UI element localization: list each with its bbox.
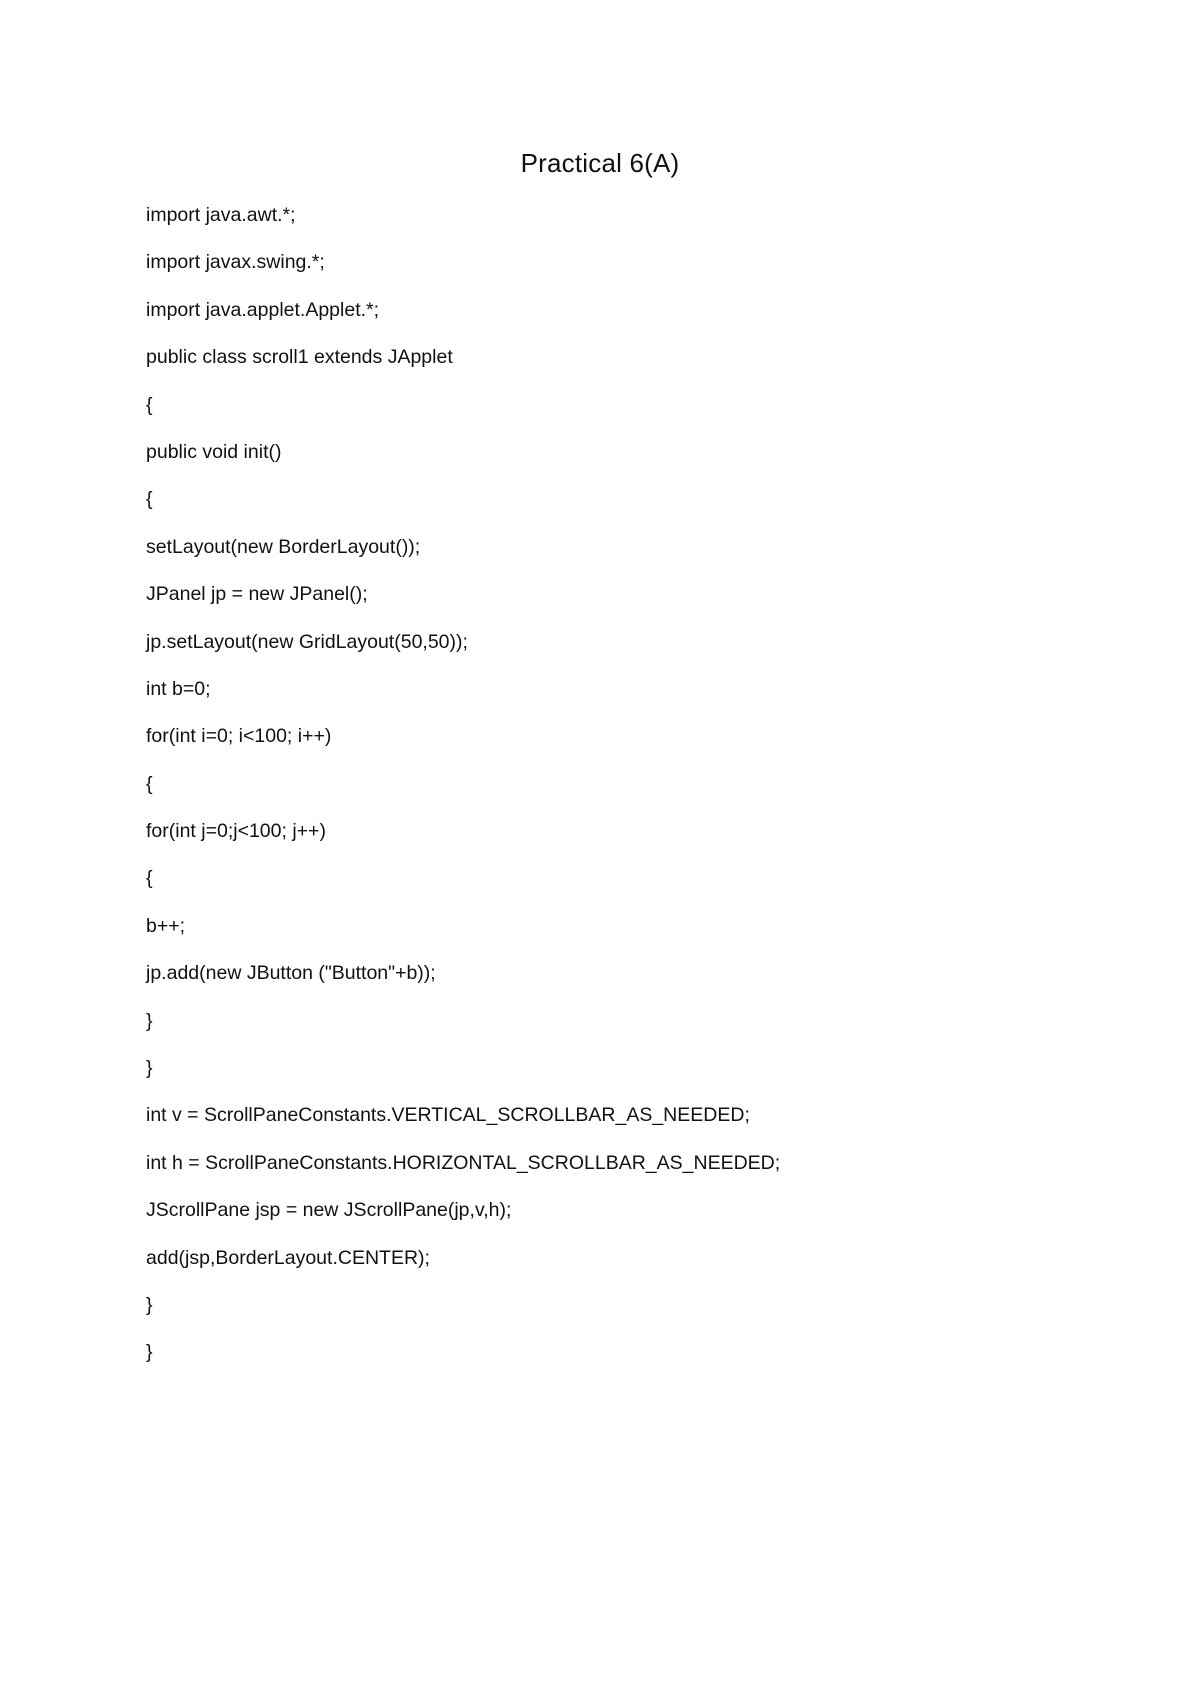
code-line: { [146, 488, 153, 511]
code-line: { [146, 772, 153, 795]
code-line: jp.setLayout(new GridLayout(50,50)); [146, 630, 468, 653]
code-line: } [146, 1293, 153, 1316]
code-line: add(jsp,BorderLayout.CENTER); [146, 1246, 430, 1269]
page-title: Practical 6(A) [520, 148, 680, 178]
code-line: JPanel jp = new JPanel(); [146, 583, 368, 606]
code-line: } [146, 1009, 153, 1032]
code-line: for(int i=0; i<100; i++) [146, 725, 332, 748]
code-line: import java.awt.*; [146, 204, 296, 226]
code-line: setLayout(new BorderLayout()); [146, 535, 421, 558]
code-line: jp.add(new JButton ("Button"+b)); [146, 962, 436, 985]
code-line: } [146, 1341, 153, 1364]
code-line: for(int j=0;j<100; j++) [146, 820, 326, 843]
code-line: { [146, 393, 153, 416]
code-line: JScrollPane jsp = new JScrollPane(jp,v,h); [146, 1199, 512, 1222]
code-line: } [146, 1057, 153, 1080]
code-line: import javax.swing.*; [146, 251, 325, 274]
code-line: b++; [146, 914, 186, 937]
code-line: public void init() [146, 440, 282, 463]
code-line: int b=0; [146, 677, 211, 700]
code-line: int h = ScrollPaneConstants.HORIZONTAL_SCROLLBAR_AS_NEEDED; [146, 1151, 781, 1174]
code-listing [146, 200, 1146, 1385]
code-line: { [146, 867, 153, 890]
code-line: public class scroll1 extends JApplet [146, 346, 453, 369]
code-line: int v = ScrollPaneConstants.VERTICAL_SCROLLBAR_AS_NEEDED; [146, 1104, 750, 1127]
code-line: import java.applet.Applet.*; [146, 298, 380, 321]
